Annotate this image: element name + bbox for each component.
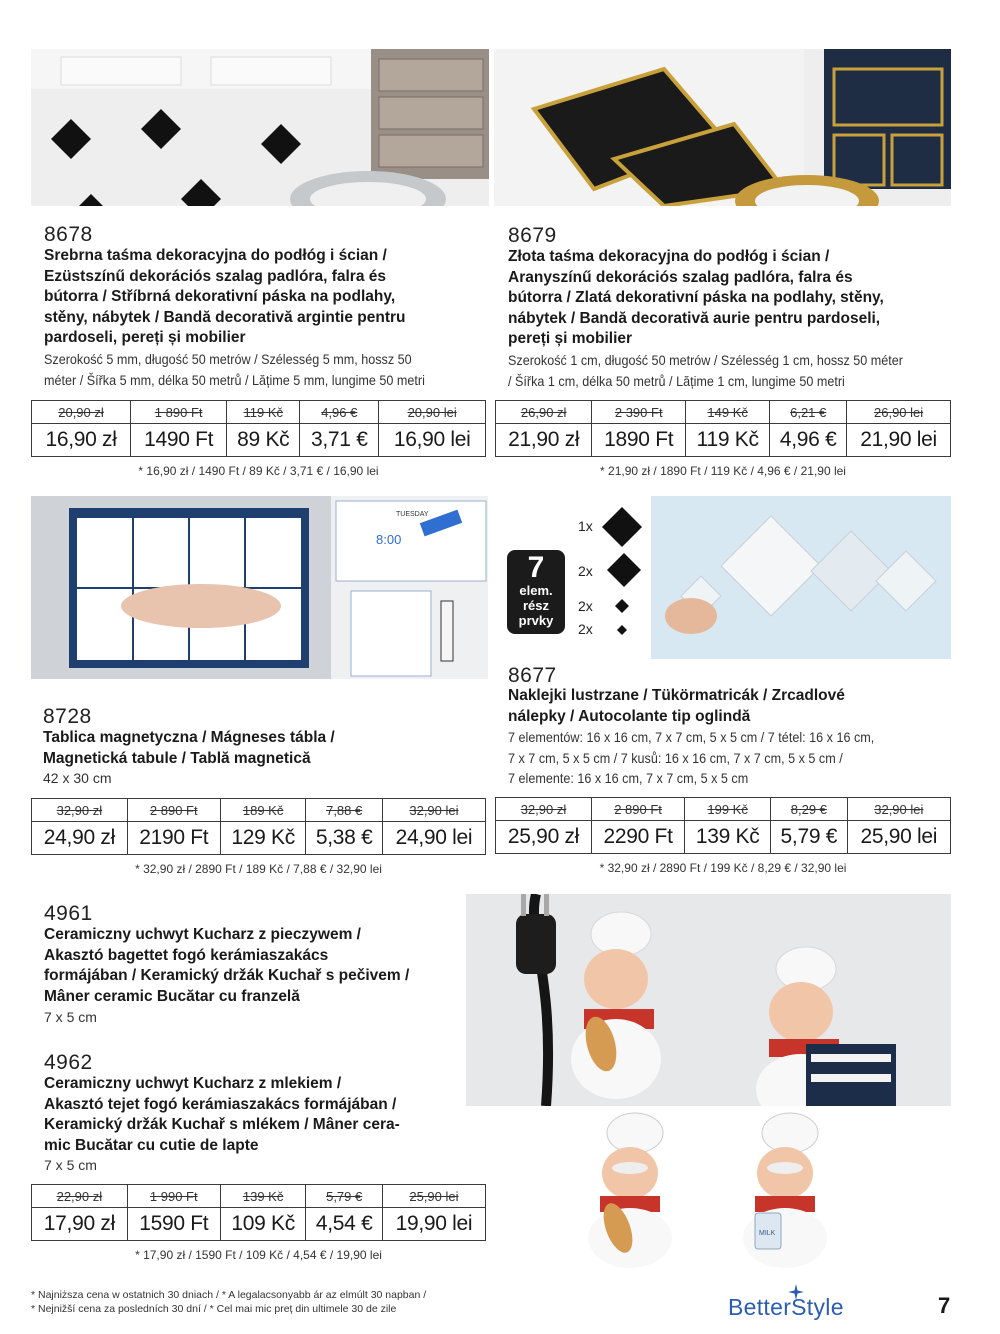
lowest-price-note-8678: * 16,90 zł / 1490 Ft / 89 Kč / 3,71 € / 16,90 lei (138, 464, 379, 478)
product-desc-8728 (43, 768, 111, 789)
old-price-pln: 32,90 zł (496, 798, 592, 821)
price-table-8678 (31, 400, 486, 457)
brand-name: BetterStyle (728, 1294, 844, 1320)
title-line: Tablica magnetyczna / Mágneses tábla / (43, 729, 335, 746)
legal-line: * Najniższa cena w ostatnich 30 dniach / * A legalacsonyabb ár az elmúlt 30 napban / (31, 1289, 427, 1301)
new-price-eur: 5,38 € (306, 822, 382, 855)
product-code-8728: 8728 (43, 705, 92, 728)
old-price-eur: 7,88 € (306, 799, 382, 822)
product-desc-4962 (44, 1155, 97, 1176)
badge-line: elem. (519, 583, 553, 598)
desc-line: Szerokość 5 mm, długość 50 metrów / Szélesség 5 mm, hossz 50 (44, 351, 412, 367)
old-price-pln: 20,90 zł (32, 401, 131, 424)
title-line: Złota taśma dekoracyjna do podłóg i ścian / (508, 248, 830, 265)
photo-gold-tape (494, 49, 951, 206)
new-price-eur: 3,71 € (300, 424, 379, 457)
title-line: Ceramiczny uchwyt Kucharz z pieczywem / (44, 926, 361, 943)
product-code-4961: 4961 (44, 902, 93, 925)
old-price-czk: 199 Kč (685, 798, 771, 821)
product-code-8679: 8679 (508, 224, 557, 247)
desc-line: 7 elementów: 16 x 16 cm, 7 x 7 cm, 5 x 5 cm / 7 tétel: 16 x 16 cm, (508, 729, 875, 745)
title-line: Aranyszínű dekorációs szalag padlóra, falra és (508, 268, 853, 286)
new-price-ron: 25,90 lei (847, 821, 950, 854)
new-price-czk: 129 Kč (220, 822, 306, 855)
photo-magnetic-board (31, 496, 488, 679)
old-price-eur: 6,21 € (770, 401, 847, 424)
title-line: nábytek / Bandă decorativă aurie pentru pardoseli, (508, 309, 881, 327)
title-line: Magnetická tabule / Tablă magnetică (43, 749, 311, 767)
lowest-price-note-4962: * 17,90 zł / 1590 Ft / 109 Kč / 4,54 € / 19,90 lei (135, 1248, 382, 1262)
new-price-ron: 19,90 lei (382, 1208, 485, 1241)
title-line: Srebrna taśma dekoracyjna do podłóg i ścian / (44, 247, 387, 264)
title-line: Akasztó tejet fogó kerámiaszakács formájában / (44, 1095, 397, 1113)
diamond-icon-small (617, 625, 627, 635)
new-price-czk: 109 Kč (220, 1208, 306, 1241)
old-price-ron: 32,90 lei (382, 799, 485, 822)
photo-mirror-stickers (651, 496, 951, 659)
photo-text-time: 8:00 (376, 532, 402, 547)
lowest-price-note-8679: * 21,90 zł / 1890 Ft / 119 Kč / 4,96 € / 21,90 lei (600, 464, 846, 478)
photo-text-milk: MILK (759, 1230, 776, 1237)
new-price-pln: 17,90 zł (32, 1208, 128, 1241)
badge-number: 7 (527, 551, 545, 584)
title-line: bútorra / Stříbrná dekorativní páska na podlahy, (44, 288, 396, 306)
new-price-row (496, 821, 951, 854)
mirror-sizes-diagram (600, 505, 645, 645)
title-line: Naklejki lustrzane / Tükörmatricák / Zrcadlové (508, 687, 845, 704)
old-price-eur: 4,96 € (300, 401, 379, 424)
old-price-ron: 25,90 lei (382, 1185, 485, 1208)
new-price-row (496, 424, 951, 457)
old-price-czk: 119 Kč (227, 401, 300, 424)
product-title-4962 (44, 1074, 464, 1156)
badge-line: rész (522, 598, 550, 613)
old-price-row (32, 1185, 486, 1208)
new-price-czk: 89 Kč (227, 424, 300, 457)
diamond-icon-large (602, 507, 642, 547)
new-price-ron: 24,90 lei (382, 822, 485, 855)
product-code-4962: 4962 (44, 1051, 93, 1074)
old-price-pln: 32,90 zł (32, 799, 128, 822)
quantity-label: 2x (578, 563, 593, 579)
new-price-czk: 119 Kč (686, 424, 770, 457)
old-price-pln: 26,90 zł (496, 401, 592, 424)
price-table-4962 (31, 1184, 486, 1241)
quantity-label: 2x (578, 621, 593, 637)
old-price-huf: 1 890 Ft (131, 401, 227, 424)
title-line: Mâner ceramic Bucătar cu franzelă (44, 987, 300, 1005)
badge-line: prvky (518, 613, 554, 628)
old-price-eur: 8,29 € (771, 798, 848, 821)
old-price-row (496, 401, 951, 424)
new-price-pln: 24,90 zł (32, 822, 128, 855)
title-line: pardoseli, pereți și mobilier (44, 329, 246, 347)
new-price-czk: 139 Kč (685, 821, 771, 854)
new-price-row (32, 822, 486, 855)
diamond-icon-large (607, 553, 641, 587)
desc-line: 7 x 7 cm, 5 x 5 cm / 7 kusů: 16 x 16 cm, 7 x 7 cm, 5 x 5 cm / (508, 749, 843, 766)
product-title-8677 (508, 686, 953, 727)
title-line: Keramický držák Kuchař s mlékem / Mâner cera- (44, 1116, 400, 1134)
old-price-huf: 2 890 Ft (591, 798, 684, 821)
old-price-pln: 22,90 zł (32, 1185, 128, 1208)
product-code-8678: 8678 (44, 223, 93, 246)
lowest-price-note-8677: * 32,90 zł / 2890 Ft / 199 Kč / 8,29 € / 32,90 lei (599, 861, 847, 875)
product-code-8677: 8677 (508, 664, 557, 687)
old-price-ron: 26,90 lei (847, 401, 951, 424)
diamond-icon-medium (615, 599, 629, 613)
desc-line: 42 x 30 cm (43, 770, 112, 786)
lowest-price-note-8728: * 32,90 zł / 2890 Ft / 189 Kč / 7,88 € / 32,90 lei (135, 862, 382, 876)
product-desc-8677 (508, 727, 949, 789)
photo-chef-holders-wall (466, 894, 951, 1106)
old-price-row (496, 798, 951, 821)
desc-line: Szerokość 1 cm, długość 50 metrów / Szélesség 1 cm, hossz 50 méter (508, 352, 903, 368)
title-line: mic Bucătar cu cutie de lapte (44, 1136, 259, 1154)
quantity-label: 2x (578, 598, 593, 614)
new-price-huf: 1490 Ft (131, 424, 227, 457)
new-price-pln: 21,90 zł (496, 424, 592, 457)
desc-line: / Šířka 1 cm, délka 50 metrů / Lățime 1 cm, lungime 50 metri (508, 372, 845, 389)
product-desc-8678 (44, 349, 499, 390)
new-price-ron: 21,90 lei (847, 424, 951, 457)
pieces-badge (507, 550, 565, 634)
photo-silver-tape (31, 49, 489, 206)
product-desc-4961 (44, 1007, 97, 1028)
new-price-eur: 4,54 € (306, 1208, 382, 1241)
new-price-huf: 2190 Ft (127, 822, 220, 855)
desc-line: 7 x 5 cm (44, 1157, 97, 1173)
old-price-czk: 189 Kč (220, 799, 306, 822)
new-price-ron: 16,90 lei (379, 424, 486, 457)
old-price-row (32, 799, 486, 822)
new-price-huf: 1590 Ft (127, 1208, 220, 1241)
product-title-8678 (44, 246, 494, 349)
desc-line: méter / Šířka 5 mm, délka 50 metrů / Lățime 5 mm, lungime 50 metri (44, 371, 425, 388)
quantity-label: 1x (578, 518, 593, 534)
product-title-8728 (43, 728, 483, 769)
old-price-ron: 20,90 lei (379, 401, 486, 424)
new-price-eur: 5,79 € (771, 821, 848, 854)
old-price-czk: 139 Kč (220, 1185, 306, 1208)
old-price-eur: 5,79 € (306, 1185, 382, 1208)
new-price-huf: 2290 Ft (591, 821, 684, 854)
new-price-row (32, 1208, 486, 1241)
title-line: Akasztó bagettet fogó kerámiaszakács (44, 946, 329, 964)
new-price-row (32, 424, 486, 457)
new-price-pln: 16,90 zł (32, 424, 131, 457)
desc-line: 7 x 5 cm (44, 1009, 97, 1025)
product-title-8679 (508, 247, 953, 350)
photo-chef-holders (560, 1108, 860, 1268)
new-price-huf: 1890 Ft (592, 424, 686, 457)
legal-line: * Nejnižší cena za posledních 30 dní / * Cel mai mic preț din ultimele 30 de zile (31, 1303, 397, 1315)
product-desc-8679 (508, 350, 958, 391)
old-price-huf: 1 990 Ft (127, 1185, 220, 1208)
price-table-8728 (31, 798, 486, 855)
price-table-8679 (495, 400, 951, 457)
legal-note (31, 1288, 551, 1316)
photo-text-day: TUESDAY (396, 511, 429, 518)
title-line: stěny, nábytek / Bandă decorativă argintie pentru (44, 308, 406, 326)
new-price-eur: 4,96 € (770, 424, 847, 457)
title-line: Ceramiczny uchwyt Kucharz z mlekiem / (44, 1075, 342, 1092)
old-price-huf: 2 890 Ft (127, 799, 220, 822)
desc-line: 7 elemente: 16 x 16 cm, 7 x 7 cm, 5 x 5 cm (508, 770, 749, 787)
brand-logo (728, 1290, 860, 1322)
title-line: nálepky / Autocolante tip oglindă (508, 707, 751, 725)
old-price-row (32, 401, 486, 424)
title-line: formájában / Keramický držák Kuchař s pečivem / (44, 967, 410, 985)
new-price-pln: 25,90 zł (496, 821, 592, 854)
page-number: 7 (938, 1293, 951, 1318)
old-price-czk: 149 Kč (686, 401, 770, 424)
price-table-8677 (495, 797, 951, 854)
old-price-ron: 32,90 lei (847, 798, 950, 821)
old-price-huf: 2 390 Ft (592, 401, 686, 424)
product-title-4961 (44, 925, 464, 1007)
title-line: pereți și mobilier (508, 330, 633, 348)
title-line: Ezüstszínű dekorációs szalag padlóra, falra és (44, 267, 386, 285)
title-line: bútorra / Zlatá dekorativní páska na podlahy, stěny, (508, 289, 884, 307)
